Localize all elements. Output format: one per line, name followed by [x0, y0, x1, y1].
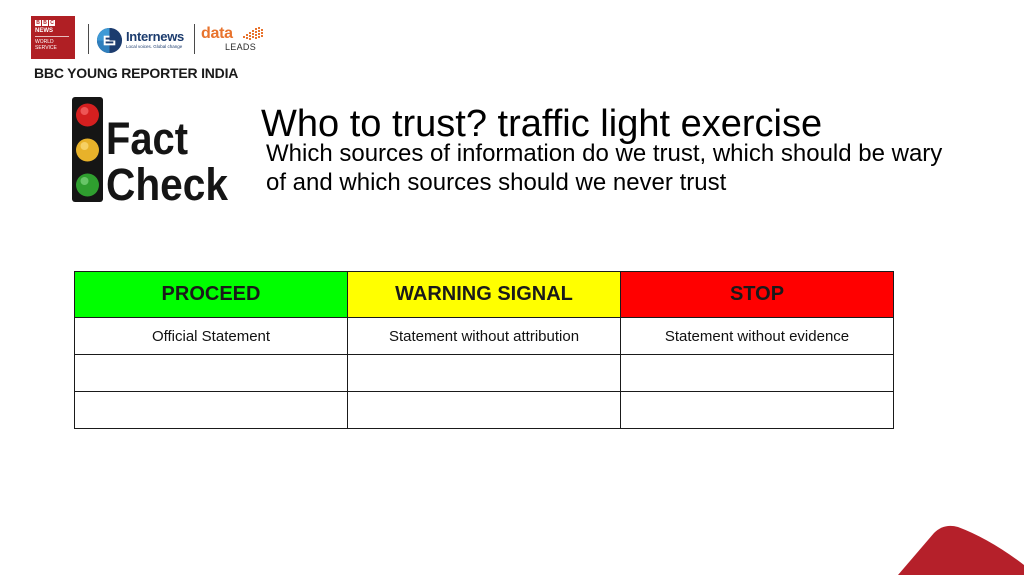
fact-check-logo — [72, 97, 232, 205]
table-cell — [621, 355, 894, 392]
table-cell — [621, 392, 894, 429]
bbc-divider — [35, 36, 69, 37]
table-cell — [75, 355, 348, 392]
logo-divider — [88, 24, 89, 54]
dataleads-word: data — [201, 25, 233, 42]
internews-globe-icon — [96, 27, 123, 54]
bar-graph-icon — [243, 27, 265, 41]
table-cell — [348, 392, 621, 429]
table-cell: Statement without attribution — [348, 318, 621, 355]
page-title: Who to trust? traffic light exercise — [261, 103, 823, 145]
internews-tagline: Local voices. Global change — [126, 44, 183, 50]
bbc-news-world-service-logo — [31, 16, 75, 59]
traffic-light-icon — [72, 97, 103, 202]
header-warning-signal: WARNING SIGNAL — [348, 272, 621, 318]
header-proceed: PROCEED — [75, 272, 348, 318]
table-row — [75, 355, 894, 392]
decorative-corner-shape — [894, 525, 1024, 575]
table-cell: Official Statement — [75, 318, 348, 355]
dataleads-sub: LEADS — [225, 42, 257, 52]
bbc-letter: B — [43, 20, 47, 26]
dataleads-logo — [201, 26, 267, 54]
bbc-letter: C — [50, 20, 54, 26]
bbc-service-text: SERVICE — [35, 45, 57, 51]
fact-check-word-fact: Fact — [106, 113, 189, 164]
table-header-row — [75, 272, 894, 318]
page-subtitle: Which sources of information do we trust, which should be wary of and which sources should we never trust — [266, 140, 943, 196]
bbc-news-text: NEWS — [35, 28, 53, 34]
bbc-letter: B — [36, 20, 40, 26]
table-row — [75, 392, 894, 429]
table-cell: Statement without evidence — [621, 318, 894, 355]
table-cell — [75, 392, 348, 429]
table-row — [75, 318, 894, 355]
org-title: BBC YOUNG REPORTER INDIA — [34, 65, 239, 81]
logo-divider — [194, 24, 195, 54]
bbc-world-text: WORLD — [35, 39, 54, 45]
internews-logo — [96, 24, 184, 56]
internews-name: Internews — [126, 29, 184, 45]
fact-check-word-check: Check — [106, 159, 229, 205]
table-cell — [348, 355, 621, 392]
header-stop: STOP — [621, 272, 894, 318]
traffic-light-table — [74, 271, 894, 429]
bbc-letter-boxes — [35, 20, 72, 26]
